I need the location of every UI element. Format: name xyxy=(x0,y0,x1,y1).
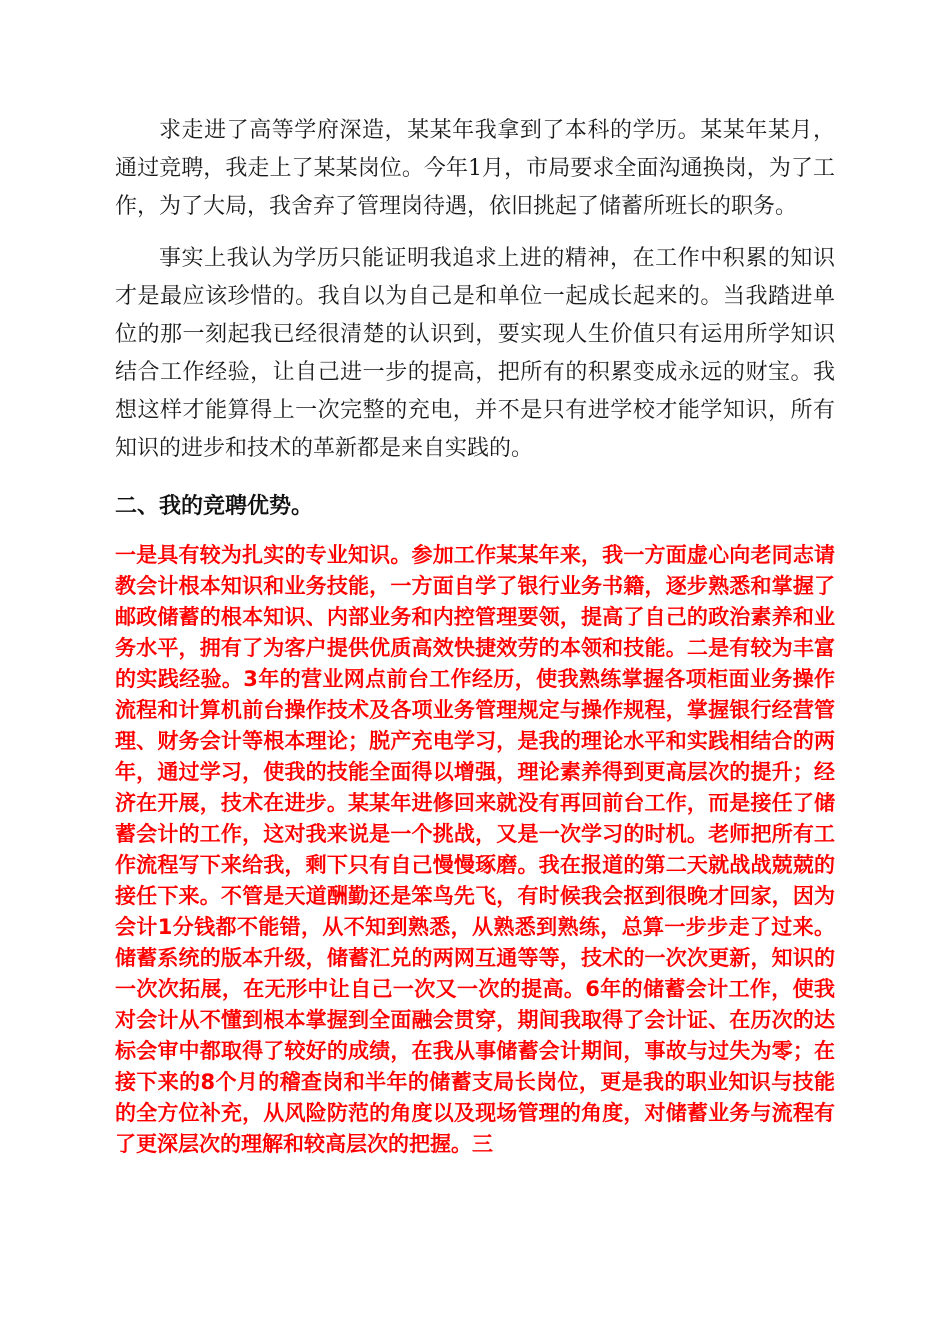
highlighted-paragraph: 一是具有较为扎实的专业知识。参加工作某某年来，我一方面虚心向老同志请教会计根本知识和业务技能，一方面自学了银行业务书籍，逐步熟悉和掌握了邮政储蓄的根本知识、内部业务和内控管理要领，提高了自己的政治素养和业务水平，拥有了为客户提供优质高效快捷效劳的本领和技能。二是有较为丰富的实践经验。3年的营业网点前台工作经历，使我熟练掌握各项柜面业务操作流程和计算机前台操作技术及各项业务管理规定与操作规程，掌握银行经营管理、财务会计等根本理论；脱产充电学习，是我的理论水平和实践相结合的两年，通过学习，使我的技能全面得以增强，理论素养得到更高层次的提升；经济在开展，技术在进步。某某年进修回来就没有再回前台工作，而是接任了储蓄会计的工作，这对我来说是一个挑战，又是一次学习的时机。老师把所有工作流程写下来给我，剩下只有自己慢慢琢磨。我在报道的第二天就战战兢兢的接任下来。不管是天道酬勤还是笨鸟先飞，有时候我会抠到很晚才回家，因为会计1分钱都不能错，从不知到熟悉，从熟悉到熟练，总算一步步走了过来。储蓄系统的版本升级，储蓄汇兑的两网互通等等，技术的一次次更新，知识的一次次拓展，在无形中让自己一次又一次的提高。6年的储蓄会计工作，使我对会计从不懂到根本掌握到全面融会贯穿，期间我取得了会计证、在历次的达标会审中都取得了较好的成绩，在我从事储蓄会计期间，事故与过失为零；在接下来的8个月的稽查岗和半年的储蓄支局长岗位，更是我的职业知识与技能的全方位补充，从风险防范的角度以及现场管理的角度，对储蓄业务与流程有了更深层次的理解和较高层次的把握。三 xyxy=(115,543,835,1156)
section-heading: 二、我的竞聘优势。 xyxy=(115,494,314,519)
body-paragraph-1: 求走进了高等学府深造，某某年我拿到了本科的学历。某某年某月，通过竞聘，我走上了某某岗位。今年1月，市局要求全面沟通换岗，为了工作，为了大局，我舍弃了管理岗待遇，依旧挑起了储蓄所班长的职务。 xyxy=(115,118,835,219)
body-paragraph-2: 事实上我认为学历只能证明我追求上进的精神，在工作中积累的知识才是最应该珍惜的。我自以为自己是和单位一起成长起来的。当我踏进单位的那一刻起我已经很清楚的认识到，要实现人生价值只有运用所学知识结合工作经验，让自己进一步的提高，把所有的积累变成永远的财宝。我想这样才能算得上一次完整的充电，并不是只有进学校才能学知识，所有知识的进步和技术的革新都是来自实践的。 xyxy=(115,246,835,461)
